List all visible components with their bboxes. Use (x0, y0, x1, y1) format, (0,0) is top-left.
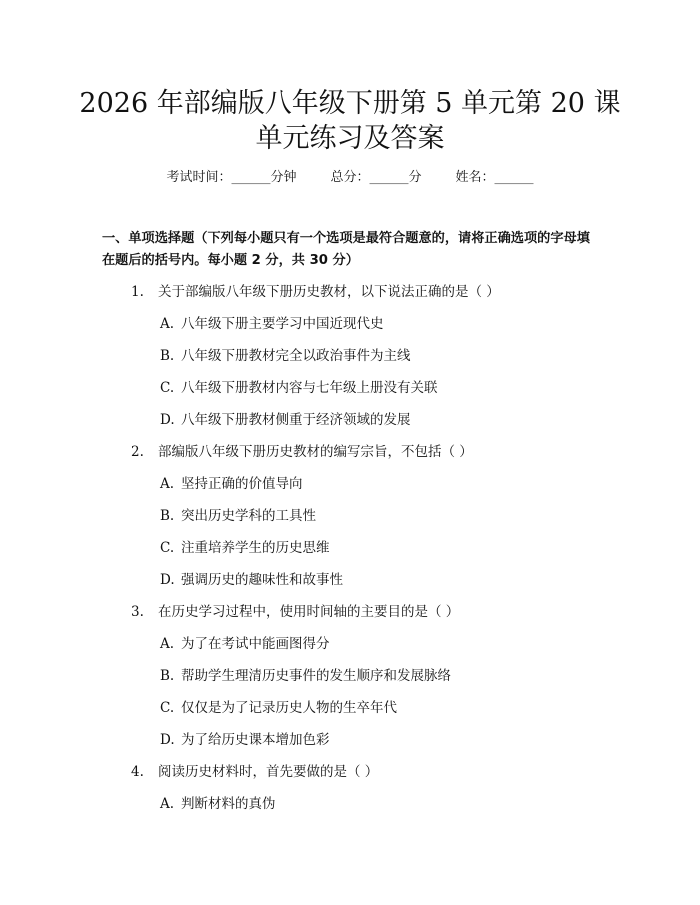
option-letter: D. (160, 412, 175, 428)
option-text: 仅仅是为了记录历史人物的生卒年代 (181, 700, 397, 716)
option-3b (160, 666, 451, 686)
option-4a (160, 794, 276, 814)
option-letter: C. (160, 540, 175, 556)
option-1a (160, 314, 384, 334)
option-text: 强调历史的趣味性和故事性 (181, 572, 343, 588)
question-3 (131, 602, 459, 622)
option-3d (160, 730, 330, 750)
question-1 (131, 282, 500, 302)
option-text: 突出历史学科的工具性 (181, 508, 316, 524)
page-title-line-2: 单元练习及答案 (255, 123, 445, 154)
option-letter: D. (160, 572, 175, 588)
exam-time-field: 考试时间：______分钟 (166, 170, 297, 185)
option-letter: C. (160, 700, 175, 716)
question-text: 在历史学习过程中，使用时间轴的主要目的是（ ） (158, 604, 460, 620)
total-score-field: 总分：______分 (330, 170, 422, 185)
option-text: 坚持正确的价值导向 (181, 476, 303, 492)
option-letter: B. (160, 508, 175, 524)
option-text: 为了在考试中能画图得分 (181, 636, 330, 652)
option-1d (160, 410, 411, 430)
option-1c (160, 378, 438, 398)
option-letter: A. (160, 476, 175, 492)
question-text: 关于部编版八年级下册历史教材，以下说法正确的是（ ） (158, 284, 500, 300)
question-text: 部编版八年级下册历史教材的编写宗旨，不包括（ ） (158, 444, 473, 460)
option-letter: D. (160, 732, 175, 748)
option-text: 注重培养学生的历史思维 (181, 540, 330, 556)
option-text: 八年级下册教材侧重于经济领域的发展 (181, 412, 411, 428)
option-1b (160, 346, 411, 366)
option-letter: B. (160, 348, 175, 364)
option-2c (160, 538, 330, 558)
section-heading: 一、单项选择题（下列每小题只有一个选项是最符合题意的，请将正确选项的字母填在题后的括号内。每小题 2 分，共 30 分） (102, 231, 590, 268)
option-letter: B. (160, 668, 175, 684)
option-letter: A. (160, 316, 175, 332)
option-2b (160, 506, 316, 526)
exam-meta (0, 168, 700, 188)
option-text: 八年级下册主要学习中国近现代史 (181, 316, 384, 332)
student-name-field: 姓名：______ (455, 170, 534, 185)
question-2 (131, 442, 473, 462)
question-number: 4. (131, 764, 144, 780)
question-4 (131, 762, 378, 782)
option-letter: C. (160, 380, 175, 396)
option-text: 为了给历史课本增加色彩 (181, 732, 330, 748)
option-text: 八年级下册教材完全以政治事件为主线 (181, 348, 411, 364)
option-text: 八年级下册教材内容与七年级上册没有关联 (181, 380, 438, 396)
option-text: 判断材料的真伪 (181, 796, 276, 812)
option-letter: A. (160, 796, 175, 812)
option-letter: A. (160, 636, 175, 652)
option-3c (160, 698, 397, 718)
question-number: 1. (131, 284, 144, 300)
option-2d (160, 570, 343, 590)
question-number: 3. (131, 604, 144, 620)
page-title-line-1: 2026 年部编版八年级下册第 5 单元第 20 课 (79, 88, 621, 119)
option-3a (160, 634, 330, 654)
option-text: 帮助学生理清历史事件的发生顺序和发展脉络 (181, 668, 451, 684)
option-2a (160, 474, 303, 494)
question-number: 2. (131, 444, 144, 460)
question-text: 阅读历史材料时，首先要做的是（ ） (158, 764, 379, 780)
